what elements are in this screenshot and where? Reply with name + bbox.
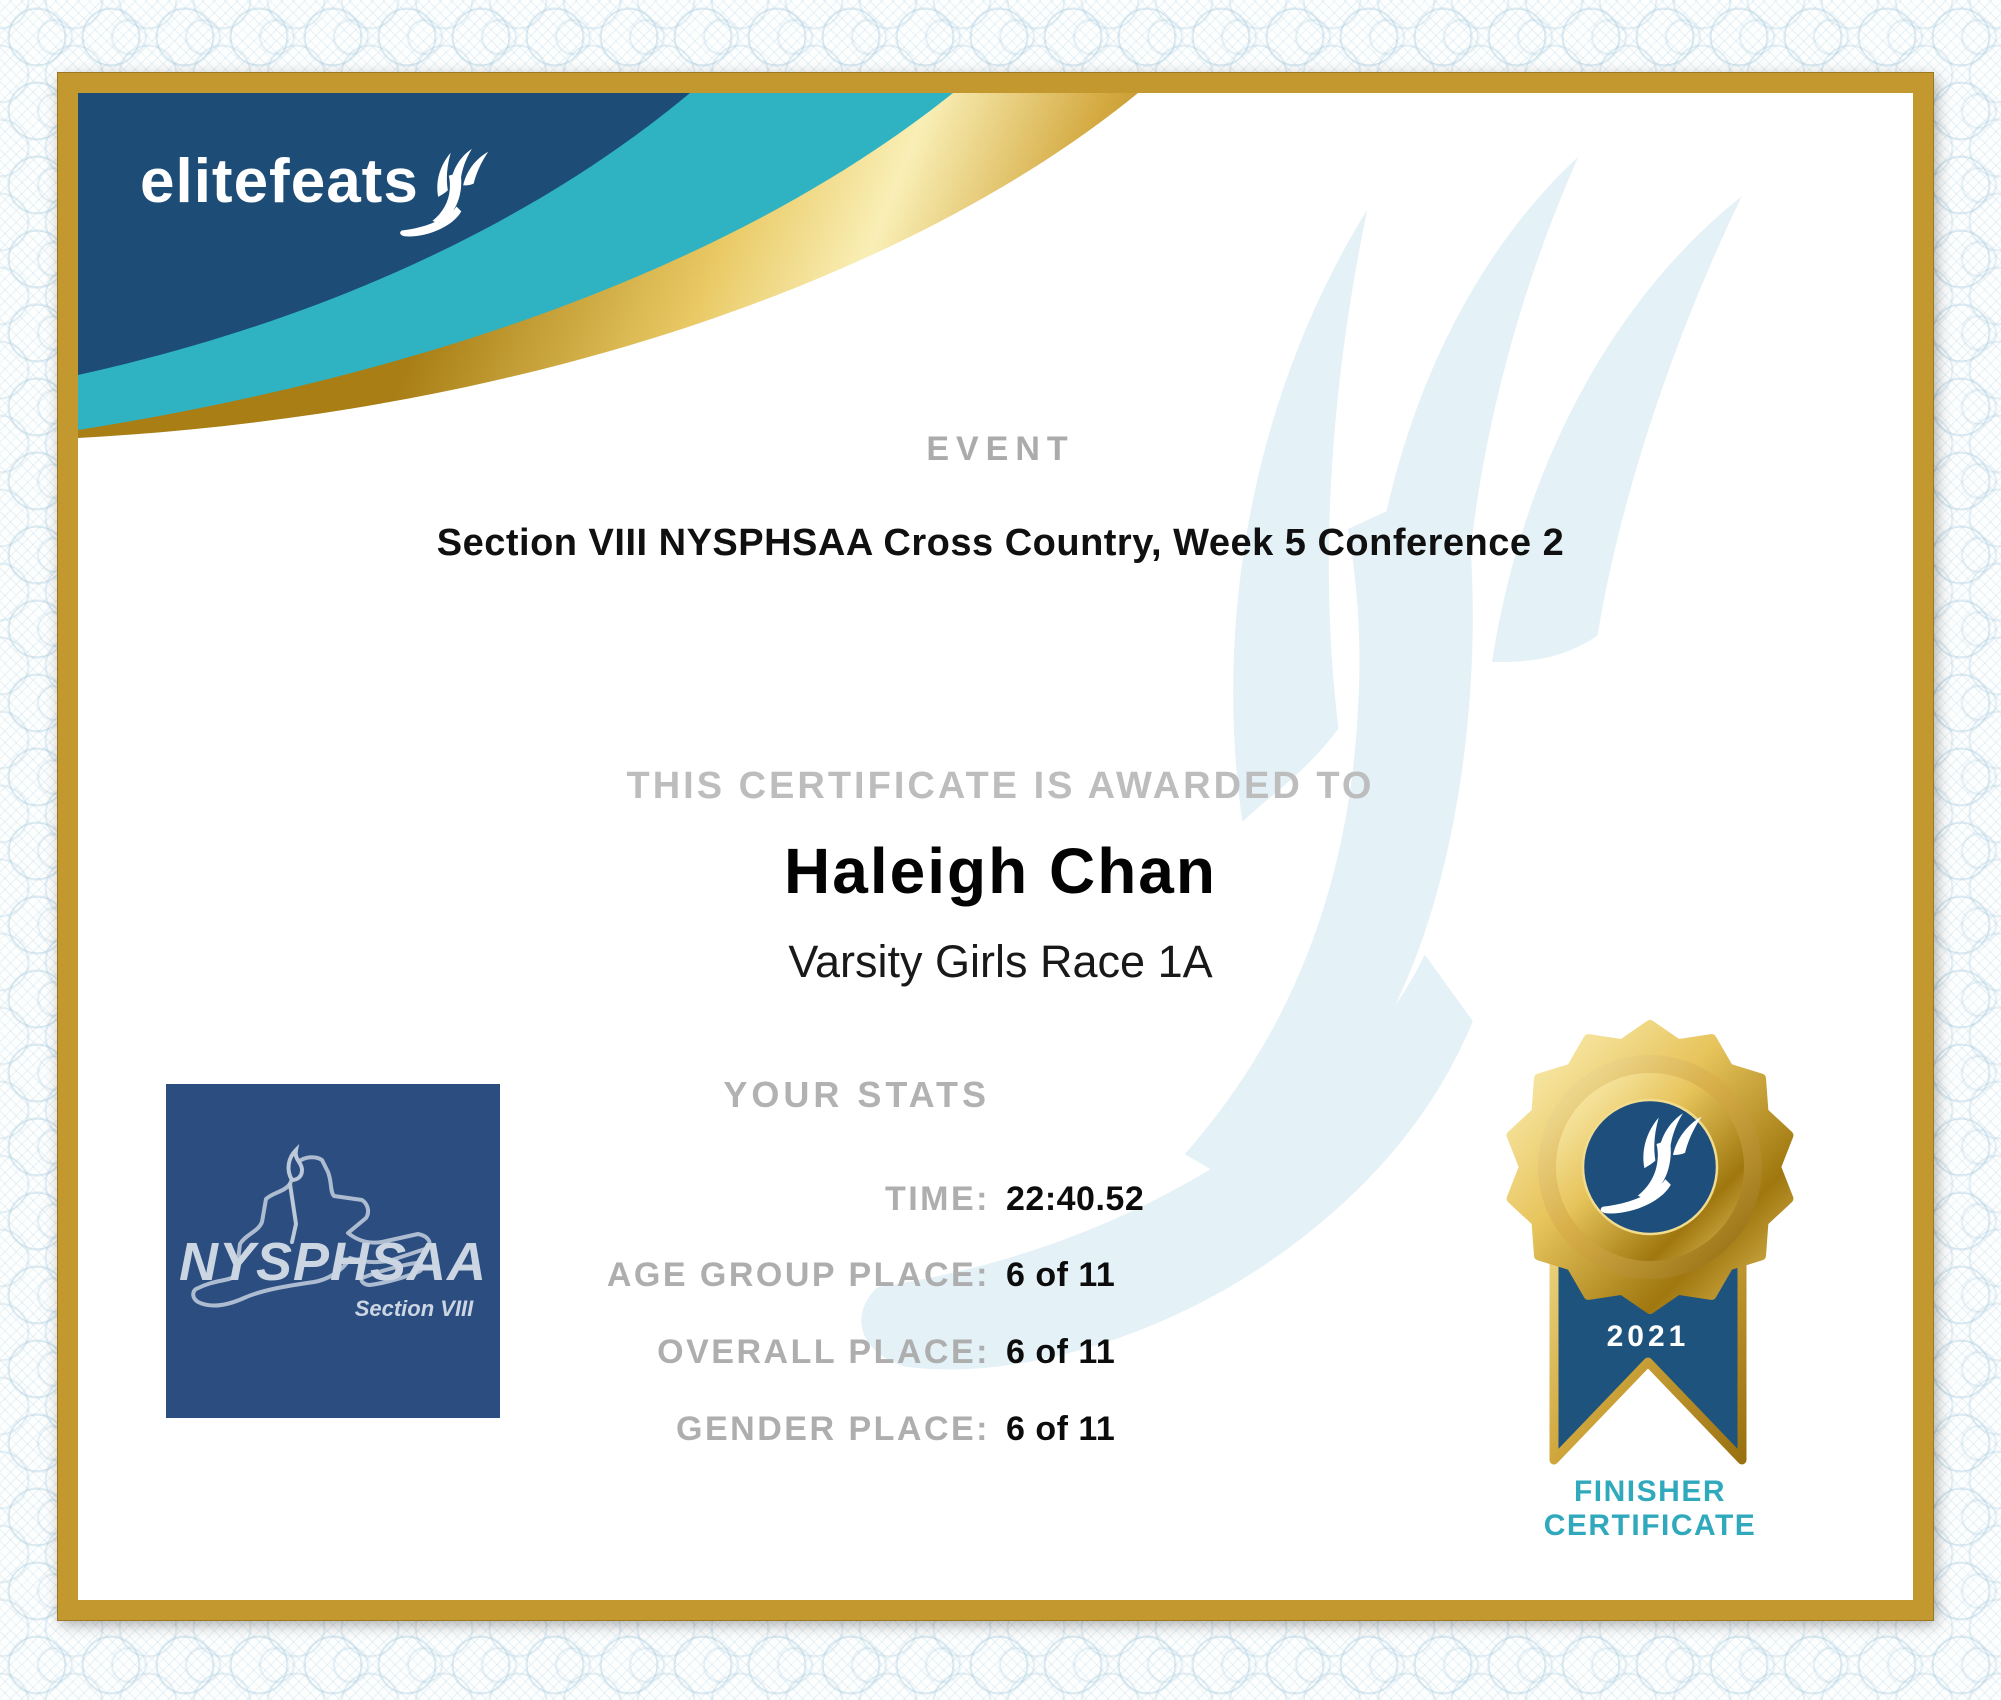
- stats-heading: YOUR STATS: [723, 1074, 990, 1115]
- stat-value: 6 of 11: [1006, 1256, 1116, 1294]
- finisher-medal: [1500, 1017, 1800, 1317]
- race-name: Varsity Girls Race 1A: [788, 936, 1213, 987]
- event-label: EVENT: [926, 430, 1075, 468]
- brand-logo-text: elitefeats: [140, 147, 419, 216]
- event-title: Section VIII NYSPHSAA Cross Country, Week 5 Conference 2: [436, 522, 1565, 564]
- nysphsaa-title: NYSPHSAA: [178, 1232, 488, 1292]
- winged-foot-icon: [396, 136, 492, 254]
- finisher-caption-line2: CERTIFICATE: [1543, 1509, 1757, 1542]
- finisher-caption-line1: FINISHER: [1573, 1475, 1726, 1508]
- nysphsaa-section: Section VIII: [354, 1296, 474, 1321]
- stat-label: AGE GROUP PLACE:: [606, 1256, 990, 1294]
- nysphsaa-logo: [166, 1084, 500, 1418]
- stat-value: 22:40.52: [1006, 1180, 1145, 1218]
- ribbon-year: 2021: [1606, 1320, 1690, 1353]
- awarded-intro: THIS CERTIFICATE IS AWARDED TO: [626, 765, 1375, 807]
- stat-label: GENDER PLACE:: [676, 1410, 990, 1448]
- recipient-name: Haleigh Chan: [784, 835, 1217, 907]
- stat-label: TIME:: [884, 1180, 990, 1218]
- stat-value: 6 of 11: [1006, 1410, 1116, 1448]
- stat-value: 6 of 11: [1006, 1333, 1116, 1371]
- stat-label: OVERALL PLACE:: [657, 1333, 990, 1371]
